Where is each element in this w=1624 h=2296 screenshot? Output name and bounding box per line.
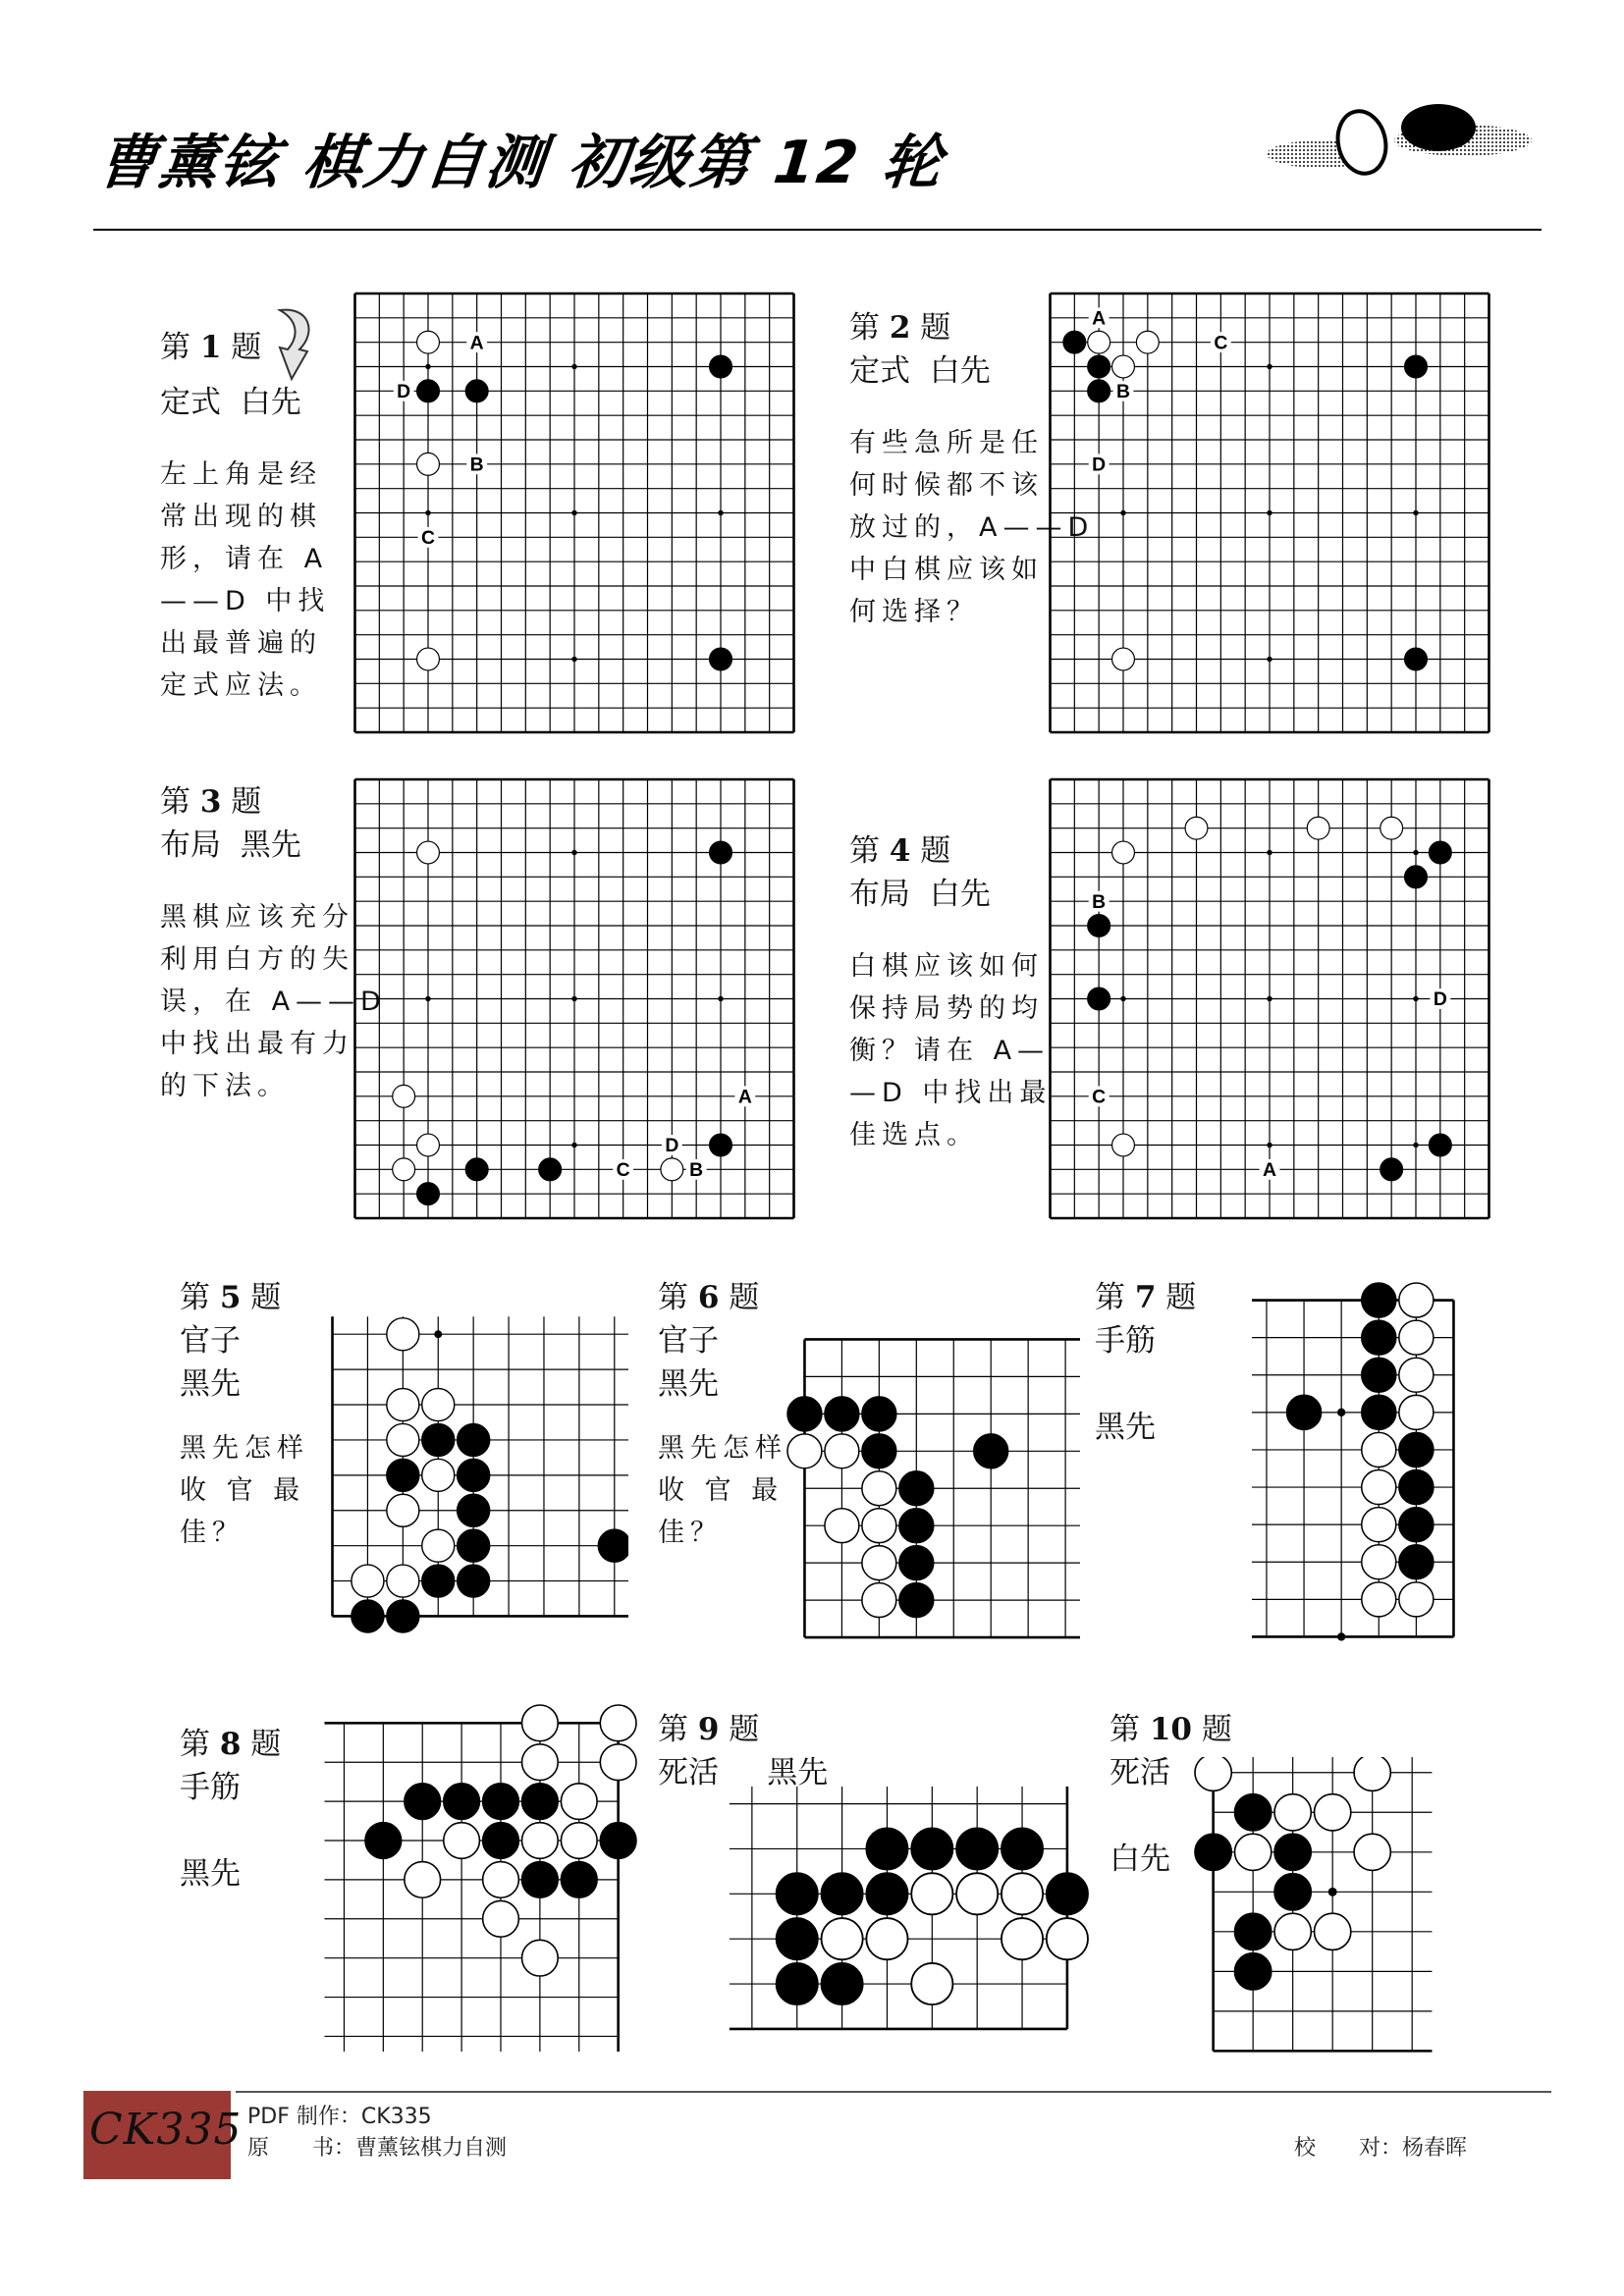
white-stone xyxy=(422,1389,455,1421)
white-stone xyxy=(352,1565,384,1597)
white-stone xyxy=(821,1918,862,1959)
problem-5-category: 官子 xyxy=(180,1323,241,1359)
problem-5-turn: 黑先 xyxy=(180,1366,241,1402)
problem-1-title: 第 1 题 xyxy=(160,330,262,365)
black-stone xyxy=(1362,1395,1396,1429)
black-stone xyxy=(522,1784,559,1820)
star-point xyxy=(1267,850,1272,855)
white-stone xyxy=(561,1823,597,1859)
turn-arrow-icon xyxy=(270,302,324,386)
white-stone xyxy=(1001,1918,1043,1959)
white-stone xyxy=(1112,355,1135,378)
black-stone xyxy=(899,1546,934,1580)
white-stone xyxy=(911,1873,952,1914)
problem-2-desc: 有些急所是任 何时候都不该 放过的，A——D 中白棋应该如 何选择？ xyxy=(849,428,1095,627)
star-point xyxy=(718,510,723,515)
white-stone xyxy=(825,1509,859,1543)
black-stone xyxy=(710,1134,732,1156)
go-board-7 xyxy=(1252,1281,1473,1654)
star-point xyxy=(425,510,430,515)
black-stone xyxy=(598,1529,628,1562)
black-stone xyxy=(483,1784,519,1820)
star-point xyxy=(425,996,430,1001)
problem-2-type: 定式 白先 xyxy=(849,353,991,389)
problem-9-type: 死活 黑先 xyxy=(658,1755,829,1790)
point-label: B xyxy=(689,1159,704,1182)
problem-2-title: 第 2 题 xyxy=(849,310,951,346)
white-stone xyxy=(1195,1757,1231,1790)
go-board-5 xyxy=(314,1296,628,1634)
white-stone xyxy=(1112,1134,1135,1156)
black-stone xyxy=(458,1459,490,1491)
star-point xyxy=(571,657,576,662)
white-stone xyxy=(862,1471,896,1506)
point-label: C xyxy=(1214,332,1228,354)
problem-9-title: 第 9 题 xyxy=(658,1712,760,1747)
problem-7-category: 手筋 xyxy=(1095,1323,1156,1359)
problem-7-text xyxy=(1095,1276,1196,1449)
black-stone xyxy=(1405,355,1428,378)
white-stone xyxy=(422,1459,455,1491)
go-board-10 xyxy=(1193,1757,1507,2071)
black-stone xyxy=(1399,1432,1434,1467)
problem-4-desc: 白棋应该如何 保持局势的均 衡？请在 A— —D 中找出最 佳选点。 xyxy=(849,951,1053,1150)
black-stone xyxy=(458,1529,490,1562)
black-stone xyxy=(483,1823,519,1859)
white-stone xyxy=(1047,1918,1088,1959)
point-label: D xyxy=(665,1135,679,1157)
go-board-6 xyxy=(785,1320,1080,1654)
footer-proofreader: 校 对：杨春晖 xyxy=(1294,2136,1468,2161)
star-point xyxy=(434,1330,442,1338)
point-label: A xyxy=(1263,1159,1276,1182)
white-stone xyxy=(1399,1283,1434,1317)
white-stone xyxy=(862,1509,896,1543)
footer-rule xyxy=(236,2091,1551,2093)
star-point xyxy=(1413,1143,1418,1148)
star-point xyxy=(571,996,576,1001)
white-stone xyxy=(1362,1470,1396,1505)
black-stone xyxy=(1001,1828,1043,1869)
black-stone xyxy=(458,1565,490,1597)
white-stone xyxy=(522,1940,559,1976)
black-stone xyxy=(522,1862,559,1898)
header-rule xyxy=(93,229,1542,231)
white-stone xyxy=(1001,1873,1043,1914)
problem-6-category: 官子 xyxy=(658,1323,719,1359)
star-point xyxy=(1413,996,1418,1001)
black-stone xyxy=(444,1784,480,1820)
white-stone xyxy=(387,1494,419,1526)
point-label: A xyxy=(1092,307,1107,330)
black-stone xyxy=(866,1828,907,1869)
white-stone xyxy=(1362,1545,1396,1579)
black-stone xyxy=(1399,1545,1434,1579)
star-point xyxy=(1413,850,1418,855)
white-stone xyxy=(417,331,440,353)
problem-1-type: 定式 白先 xyxy=(160,385,301,420)
black-stone xyxy=(866,1873,907,1914)
white-stone xyxy=(1399,1582,1434,1617)
problem-8-turn: 黑先 xyxy=(180,1856,241,1892)
white-stone xyxy=(483,1900,519,1937)
black-stone xyxy=(387,1600,419,1632)
white-stone xyxy=(387,1318,419,1351)
problem-3-type: 布局 黑先 xyxy=(160,828,301,863)
star-point xyxy=(571,850,576,855)
white-stone xyxy=(1088,331,1110,353)
black-stone xyxy=(1429,1134,1451,1156)
black-stone xyxy=(465,1158,488,1181)
black-stone xyxy=(777,1918,818,1959)
black-stone xyxy=(1063,331,1086,353)
white-stone xyxy=(522,1705,559,1741)
white-stone xyxy=(1362,1508,1396,1542)
white-stone xyxy=(387,1423,419,1456)
black-stone xyxy=(600,1823,636,1859)
white-stone xyxy=(1315,1794,1351,1831)
problem-8-title: 第 8 题 xyxy=(180,1727,282,1762)
black-stone xyxy=(1399,1508,1434,1542)
problem-10-title: 第 10 题 xyxy=(1110,1712,1232,1747)
star-point xyxy=(1120,996,1125,1001)
black-stone xyxy=(458,1494,490,1526)
black-stone xyxy=(862,1434,896,1468)
go-board-4 xyxy=(1044,775,1495,1222)
star-point xyxy=(1267,996,1272,1001)
page-title: 曹薰铉 棋力自测 初级第 12 轮 xyxy=(93,129,947,197)
black-stone xyxy=(1235,1913,1272,1949)
problem-4-text xyxy=(849,829,1052,1156)
problem-7-title: 第 7 题 xyxy=(1095,1280,1197,1315)
star-point xyxy=(1267,364,1272,369)
problem-7-turn: 黑先 xyxy=(1095,1410,1156,1445)
problem-5-text xyxy=(180,1276,309,1554)
black-stone xyxy=(417,1183,440,1205)
white-stone xyxy=(1307,817,1329,839)
point-label: B xyxy=(1116,381,1130,403)
problem-9-text xyxy=(658,1708,828,1794)
point-label: A xyxy=(469,332,484,354)
black-stone xyxy=(1429,841,1451,864)
black-stone xyxy=(1274,1834,1311,1870)
white-stone xyxy=(1362,1432,1396,1467)
black-stone xyxy=(710,841,732,864)
white-stone xyxy=(417,841,440,864)
go-board-9 xyxy=(677,1787,1090,2052)
problem-10-turn: 白先 xyxy=(1110,1842,1170,1877)
white-stone xyxy=(1185,817,1208,839)
problem-4-type: 布局 白先 xyxy=(849,877,991,912)
black-stone xyxy=(405,1784,441,1820)
black-stone xyxy=(352,1600,384,1632)
star-point xyxy=(1267,510,1272,515)
white-stone xyxy=(393,1158,415,1181)
go-board-8 xyxy=(285,1703,638,2052)
point-label: D xyxy=(397,381,411,403)
black-stone xyxy=(821,1873,862,1914)
black-stone xyxy=(1362,1320,1396,1355)
black-stone xyxy=(422,1565,455,1597)
black-stone xyxy=(1088,355,1110,378)
white-stone xyxy=(1399,1395,1434,1429)
black-stone xyxy=(1235,1794,1272,1831)
white-stone xyxy=(1112,841,1135,864)
white-stone xyxy=(422,1529,455,1562)
white-stone xyxy=(444,1823,480,1859)
white-stone xyxy=(911,1963,952,2004)
ck335-seal: CK335 xyxy=(83,2091,231,2179)
problem-6-desc: 黑先怎样 收 官 最 佳？ xyxy=(658,1433,787,1548)
point-label: A xyxy=(737,1086,752,1108)
black-stone xyxy=(899,1583,934,1618)
go-board-2 xyxy=(1044,290,1495,736)
point-label: C xyxy=(616,1159,630,1182)
black-stone xyxy=(365,1823,402,1859)
black-stone xyxy=(539,1158,562,1181)
star-point xyxy=(1267,1143,1272,1148)
white-stone xyxy=(1380,817,1403,839)
black-stone xyxy=(1287,1395,1322,1429)
white-stone xyxy=(1274,1913,1311,1949)
go-board-3 xyxy=(349,775,800,1222)
point-label: C xyxy=(1092,1086,1107,1108)
black-stone xyxy=(1380,1158,1403,1181)
black-stone xyxy=(561,1862,597,1898)
point-label: B xyxy=(1092,890,1107,913)
problem-4-title: 第 4 题 xyxy=(849,833,951,869)
white-stone xyxy=(1112,648,1135,670)
white-stone xyxy=(1354,1834,1390,1870)
white-stone xyxy=(387,1389,419,1421)
black-stone xyxy=(417,380,440,402)
black-stone xyxy=(1235,1953,1272,1990)
star-point xyxy=(718,996,723,1001)
black-stone xyxy=(710,355,732,378)
white-stone xyxy=(417,1134,440,1156)
white-stone xyxy=(787,1434,822,1468)
white-stone xyxy=(417,453,440,475)
white-stone xyxy=(1399,1358,1434,1392)
problem-5-title: 第 5 题 xyxy=(180,1280,282,1315)
black-stone xyxy=(974,1434,1008,1468)
black-stone xyxy=(911,1828,952,1869)
white-stone xyxy=(522,1823,559,1859)
white-stone xyxy=(600,1705,636,1741)
star-point xyxy=(1413,510,1418,515)
problem-5-desc: 黑先怎样 收 官 最 佳？ xyxy=(180,1433,309,1548)
problem-10-category: 死活 xyxy=(1110,1755,1170,1790)
star-point xyxy=(1120,510,1125,515)
black-stone xyxy=(787,1397,822,1431)
white-stone xyxy=(561,1784,597,1820)
black-stone xyxy=(1274,1874,1311,1910)
white-stone xyxy=(866,1918,907,1959)
black-stone xyxy=(862,1397,896,1431)
black-stone xyxy=(1405,648,1428,670)
point-label: D xyxy=(1092,454,1107,476)
footer-maker: PDF 制作：CK335 xyxy=(247,2105,432,2129)
white-stone xyxy=(522,1744,559,1781)
white-stone xyxy=(1362,1582,1396,1617)
problem-6-text xyxy=(658,1276,787,1554)
point-label: C xyxy=(421,527,435,550)
white-stone xyxy=(1354,1757,1390,1790)
white-stone xyxy=(405,1862,441,1898)
star-point xyxy=(571,1143,576,1148)
black-stone xyxy=(465,380,488,402)
star-point xyxy=(571,364,576,369)
star-point xyxy=(1328,1888,1337,1896)
white-stone xyxy=(661,1158,683,1181)
black-stone xyxy=(1362,1283,1396,1317)
black-stone xyxy=(777,1963,818,2004)
black-stone xyxy=(899,1509,934,1543)
black-stone xyxy=(458,1423,490,1456)
white-stone xyxy=(862,1583,896,1618)
white-stone xyxy=(956,1873,998,1914)
white-stone xyxy=(1136,331,1159,353)
black-stone xyxy=(1088,915,1110,937)
black-stone xyxy=(1399,1470,1434,1505)
problem-8-text xyxy=(180,1723,281,1896)
go-stones-logo xyxy=(1267,93,1542,191)
go-board-1 xyxy=(349,290,800,736)
problem-3-desc: 黑棋应该充分 利用白方的失 误，在 A——D 中找出最有力 的下法。 xyxy=(160,902,387,1101)
problem-6-turn: 黑先 xyxy=(658,1366,719,1402)
white-stone xyxy=(600,1744,636,1781)
footer-source: 原 书：曹薰铉棋力自测 xyxy=(247,2136,508,2161)
black-stone xyxy=(1088,988,1110,1010)
black-stone xyxy=(1047,1873,1088,1914)
black-stone xyxy=(1088,380,1110,402)
black-stone xyxy=(825,1397,859,1431)
white-stone xyxy=(1235,1834,1272,1870)
black-stone xyxy=(777,1873,818,1914)
star-point xyxy=(571,510,576,515)
point-label: B xyxy=(469,454,484,476)
star-point xyxy=(425,364,430,369)
star-point xyxy=(1337,1632,1345,1640)
black-stone xyxy=(1405,866,1428,888)
black-stone xyxy=(956,1828,998,1869)
black-stone xyxy=(422,1423,455,1456)
white-stone xyxy=(387,1565,419,1597)
white-stone xyxy=(862,1546,896,1580)
white-stone xyxy=(825,1434,859,1468)
black-stone xyxy=(710,648,732,670)
problem-1-desc: 左上角是经 常出现的棋 形，请在 A ——D 中找 出最普遍的 定式应法。 xyxy=(160,459,331,701)
problem-6-title: 第 6 题 xyxy=(658,1280,760,1315)
white-stone xyxy=(1399,1320,1434,1355)
star-point xyxy=(1267,657,1272,662)
black-stone xyxy=(387,1459,419,1491)
point-label: D xyxy=(1433,988,1447,1011)
white-stone xyxy=(483,1862,519,1898)
black-stone xyxy=(1195,1834,1231,1870)
white-stone xyxy=(1315,1913,1351,1949)
white-stone xyxy=(393,1085,415,1107)
problem-3-title: 第 3 题 xyxy=(160,784,262,820)
white-stone xyxy=(1274,1794,1311,1831)
star-point xyxy=(1337,1409,1345,1416)
black-stone xyxy=(821,1963,862,2004)
white-stone xyxy=(417,648,440,670)
black-stone xyxy=(899,1471,934,1506)
black-stone xyxy=(1362,1358,1396,1392)
problem-8-category: 手筋 xyxy=(180,1770,241,1805)
